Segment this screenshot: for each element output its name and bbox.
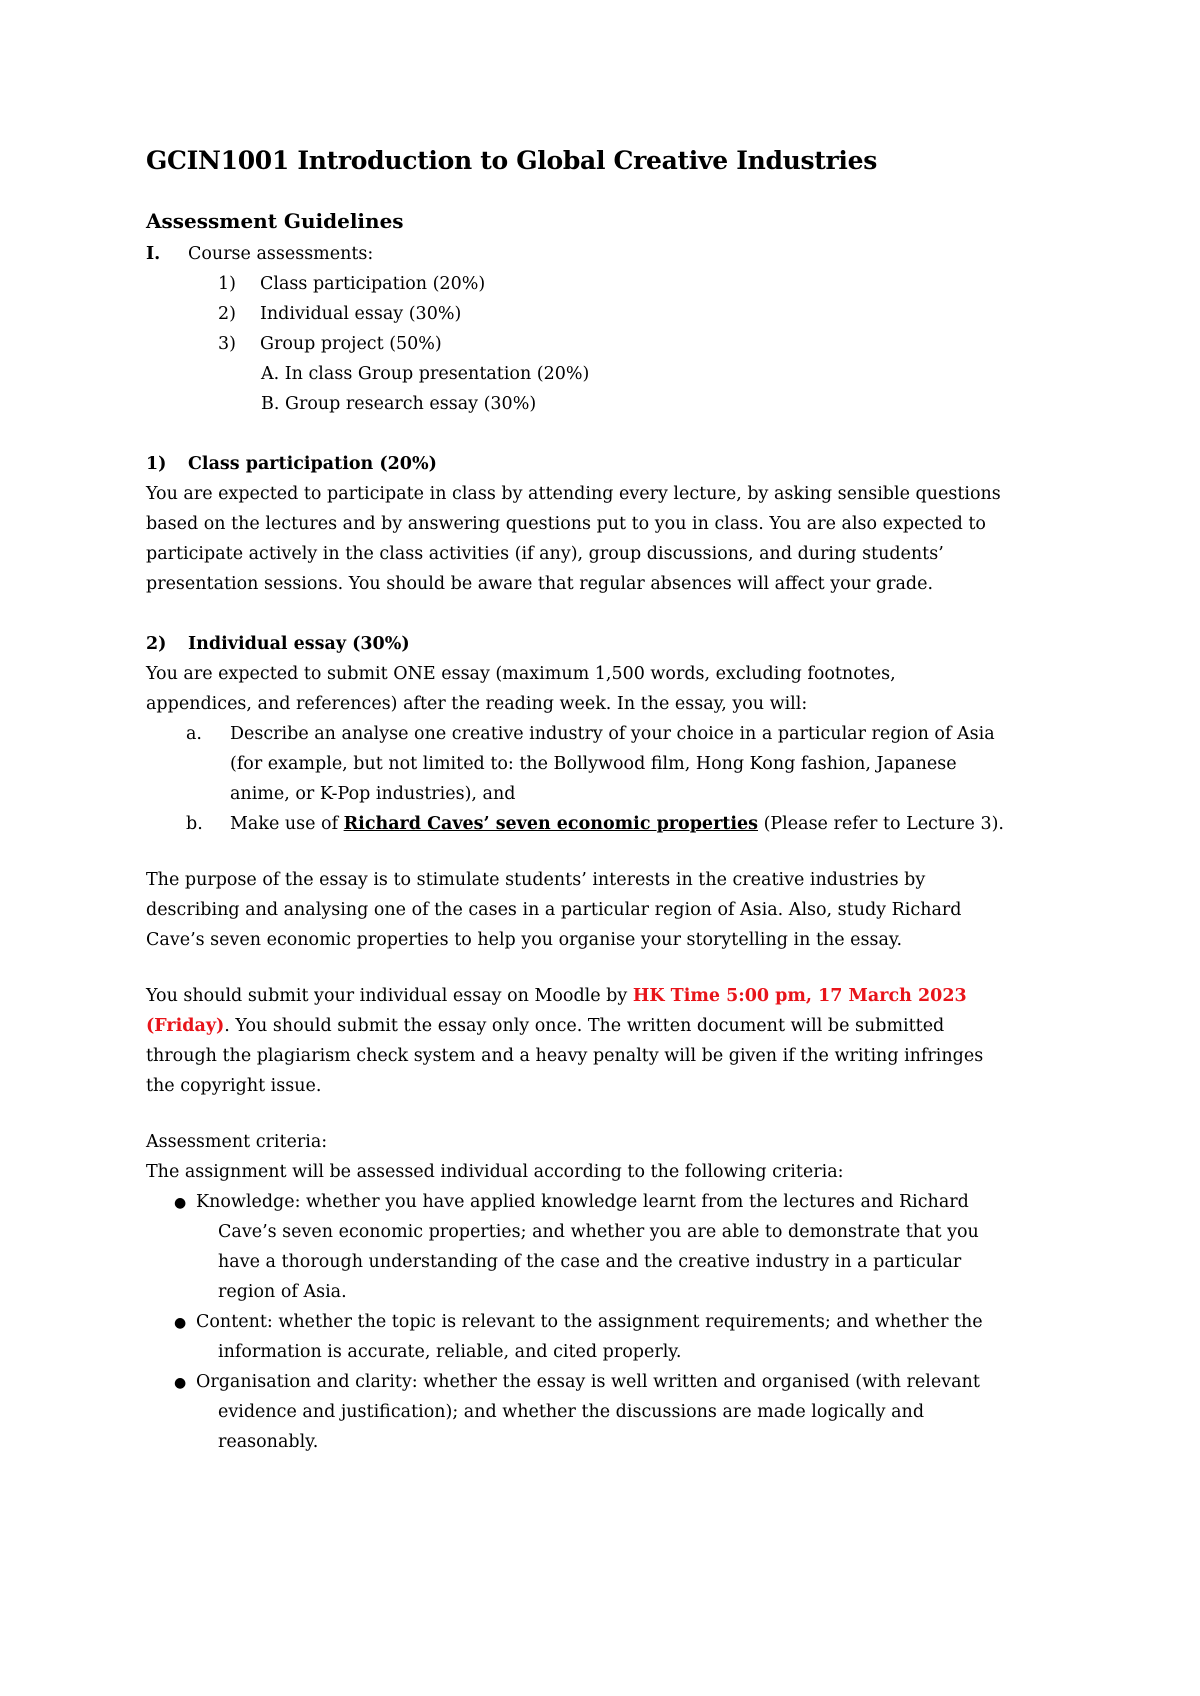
- submission-line: [146, 1011, 1086, 1041]
- assessment-subitem: A. In class Group presentation (20%): [261, 364, 590, 384]
- criteria-intro: The assignment will be assessed individual according to the following criteria:: [146, 1162, 844, 1182]
- criteria-line: Content: whether the topic is relevant to the assignment requirements; and whether the: [196, 1312, 983, 1332]
- section1-heading: [146, 449, 1086, 479]
- guidelines-heading: Assessment Guidelines: [146, 209, 404, 233]
- submission-text: . You should submit the essay only once. The written document will be submitted: [224, 1016, 945, 1036]
- list-marker: b.: [186, 814, 203, 834]
- section2-paragraph-line: appendices, and references) after the reading week. In the essay, you will:: [146, 694, 808, 714]
- criteria-item-knowledge: [174, 1187, 1086, 1307]
- item-number: 1): [218, 274, 236, 294]
- essay-task-list: [146, 719, 1086, 839]
- section2-heading: [146, 629, 1086, 659]
- section1-title: Class participation (20%): [188, 454, 437, 474]
- course-assessments-label: Course assessments:: [188, 244, 374, 264]
- section1-paragraph-line: participate actively in the class activities (if any), group discussions, and during students’: [146, 544, 944, 564]
- item-text-after: (Please refer to Lecture 3).: [758, 814, 1004, 834]
- assessment-item: [146, 299, 1086, 329]
- purpose-paragraph-line: Cave’s seven economic properties to help you organise your storytelling in the essay.: [146, 930, 903, 950]
- section1-paragraph-line: based on the lectures and by answering questions put to you in class. You are also expected to: [146, 514, 986, 534]
- bullet-dot-icon: ●: [174, 1315, 187, 1331]
- criteria-line: information is accurate, reliable, and cited properly.: [218, 1342, 682, 1362]
- submission-line: the copyright issue.: [146, 1076, 322, 1096]
- criteria-item-content: [174, 1307, 1086, 1367]
- bullet-dot-icon: ●: [174, 1375, 187, 1391]
- assessment-item: [146, 269, 1086, 299]
- item-text: Individual essay (30%): [260, 304, 462, 324]
- section2-title: Individual essay (30%): [188, 634, 410, 654]
- document-page: [146, 140, 1086, 1457]
- roman-numeral: I.: [146, 244, 161, 264]
- item-text: Group project (50%): [260, 334, 442, 354]
- purpose-paragraph-line: describing and analysing one of the cases in a particular region of Asia. Also, study Richard: [146, 900, 962, 920]
- criteria-list: [146, 1187, 1086, 1457]
- item-line: anime, or K-Pop industries), and: [230, 784, 516, 804]
- list-marker: a.: [186, 724, 202, 744]
- criteria-heading: Assessment criteria:: [146, 1132, 328, 1152]
- section1-number: 1): [146, 454, 167, 474]
- section2-number: 2): [146, 634, 167, 654]
- item-number: 3): [218, 334, 236, 354]
- criteria-line: reasonably.: [218, 1432, 319, 1452]
- criteria-item-organisation: [174, 1367, 1086, 1457]
- item-number: 2): [218, 304, 236, 324]
- submission-line: [146, 981, 1086, 1011]
- essay-task-item-b: [186, 809, 1086, 839]
- item-line: Describe an analyse one creative industry of your choice in a particular region of Asia: [230, 724, 995, 744]
- criteria-line: Organisation and clarity: whether the essay is well written and organised (with relevant: [196, 1372, 980, 1392]
- criteria-line: region of Asia.: [218, 1282, 347, 1302]
- criteria-line: Knowledge: whether you have applied knowledge learnt from the lectures and Richard: [196, 1192, 969, 1212]
- essay-task-item-a: [186, 719, 1086, 809]
- assessment-subitem: B. Group research essay (30%): [261, 394, 537, 414]
- section1-paragraph-line: presentation sessions. You should be aware that regular absences will affect your grade.: [146, 574, 934, 594]
- criteria-line: evidence and justification); and whether the discussions are made logically and: [218, 1402, 925, 1422]
- criteria-line: have a thorough understanding of the case and the creative industry in a particular: [218, 1252, 962, 1272]
- richard-caves-link[interactable]: Richard Caves’ seven economic properties: [343, 814, 759, 834]
- deadline-day: (Friday): [146, 1016, 225, 1036]
- deadline-text: HK Time 5:00 pm, 17 March 2023: [632, 986, 967, 1006]
- bullet-dot-icon: ●: [174, 1195, 187, 1211]
- item-text: Class participation (20%): [260, 274, 486, 294]
- purpose-paragraph-line: The purpose of the essay is to stimulate students’ interests in the creative industries by: [146, 870, 926, 890]
- section2-paragraph-line: You are expected to submit ONE essay (maximum 1,500 words, excluding footnotes,: [146, 664, 896, 684]
- assessment-item: [146, 329, 1086, 359]
- item-text-before: Make use of: [230, 814, 344, 834]
- criteria-line: Cave’s seven economic properties; and whether you are able to demonstrate that you: [218, 1222, 979, 1242]
- section1-paragraph-line: You are expected to participate in class by attending every lecture, by asking sensible questions: [146, 484, 1001, 504]
- submission-line: through the plagiarism check system and a heavy penalty will be given if the writing infringes: [146, 1046, 984, 1066]
- item-line: (for example, but not limited to: the Bollywood film, Hong Kong fashion, Japanese: [230, 754, 957, 774]
- document-title: GCIN1001 Introduction to Global Creative Industries: [146, 146, 878, 175]
- course-assessments-heading: [146, 239, 1086, 269]
- submission-text: You should submit your individual essay on Moodle by: [146, 986, 633, 1006]
